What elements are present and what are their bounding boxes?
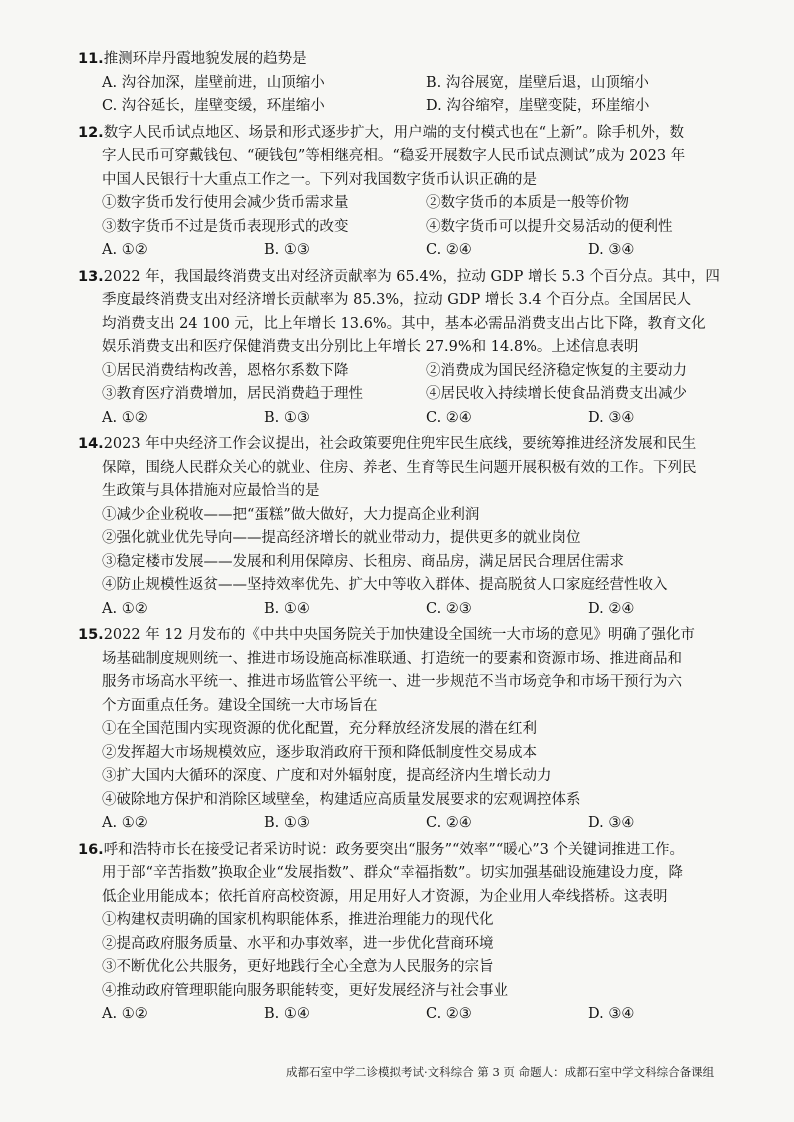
answer-choice: D. 沟谷缩窄，崖壁变陡，环崖缩小 <box>426 98 650 114</box>
statement: ④破除地方保护和消除区域壁垒，构建适应高质量发展要求的宏观调控体系 <box>102 791 581 808</box>
statement: ④推动政府管理职能向服务职能转变，更好发展经济与社会事业 <box>102 982 508 999</box>
question-stem-line: 字人民币可穿戴钱包、“硬钱包”等相继亮相。“稳妥开展数字人民币试点测试”成为 2023 年 <box>102 148 686 164</box>
statement: ①数字货币发行使用会减少货币需求量 <box>102 195 349 211</box>
answer-choice: B. ①③ <box>264 409 310 426</box>
statement-row <box>78 360 750 384</box>
question-stem-line: 服务市场高水平统一、推进市场监管公平统一、进一步规范不当市场竞争和市场干预行为六 <box>102 674 682 690</box>
answer-choice: A. ①② <box>102 1006 148 1022</box>
choice-row <box>78 72 750 96</box>
statement: ①在全国范围内实现资源的优化配置，充分释放经济发展的潜在红利 <box>102 721 537 737</box>
statement: ④数字货币可以提升交易活动的便利性 <box>426 218 673 235</box>
answer-choice: B. ①④ <box>264 1006 310 1022</box>
answer-choice: C. ②④ <box>426 815 472 831</box>
statement: ③扩大国内大循环的深度、广度和对外辐射度，提高经济内生增长动力 <box>102 768 552 784</box>
answer-choice: A. ①② <box>102 600 148 617</box>
question-stem-line: 低企业用能成本；依托首府高校资源，用足用好人才资源，为企业用人牵线搭桥。这表明 <box>102 888 668 905</box>
answer-choice: D. ②④ <box>588 600 635 617</box>
answer-choice: D. ③④ <box>588 1006 635 1022</box>
answer-choice: B. 沟谷展宽，崖壁后退，山顶缩小 <box>426 74 649 91</box>
question-stem-line <box>78 48 750 72</box>
question-block <box>78 433 750 621</box>
answer-choice: A. ①② <box>102 242 148 258</box>
question-stem-line: 用于部“辛苦指数”换取企业“发展指数”、群众“幸福指数”。切实加强基础设施建设力度，降 <box>102 865 683 881</box>
answer-choice: C. ②③ <box>426 1006 472 1022</box>
question-stem-text: 数字人民币试点地区、场景和形式逐步扩大，用户端的支付模式也在“上新”。除手机外，数 <box>103 124 685 141</box>
statement: ③数字货币不过是货币表现形式的改变 <box>102 218 349 235</box>
statement: ②提高政府服务质量、水平和办事效率，进一步优化营商环境 <box>102 935 494 952</box>
statement-row <box>78 192 750 216</box>
question-stem-line: 个方面重点任务。建设全国统一大市场旨在 <box>102 697 378 714</box>
answer-choice: A. ①② <box>102 815 148 831</box>
choice-row <box>78 407 750 431</box>
statement: ③教育医疗消费增加，居民消费趋于理性 <box>102 386 363 402</box>
page-footer: 成都石室中学二诊模拟考试·文科综合 第 3 页 命题人：成都石室中学文科综合备课组 <box>286 1065 715 1079</box>
question-block <box>78 839 750 1027</box>
statement: ②消费成为国民经济稳定恢复的主要动力 <box>426 362 687 379</box>
statement: ②发挥超大市场规模效应，逐步取消政府干预和降低制度性交易成本 <box>102 744 537 761</box>
question-stem-text: 2022 年，我国最终消费支出对经济贡献率为 65.4%，拉动 GDP 增长 5.3 个百分点。其中，四 <box>103 268 720 285</box>
choice-row <box>78 1003 750 1027</box>
question-stem-text: 2022 年 12 月发布的《中共中央国务院关于加快建设全国统一大市场的意见》明确了强化市 <box>103 627 695 643</box>
question-number: 16. <box>78 841 104 858</box>
question-stem-line: 娱乐消费支出和医疗保健消费支出分别比上年增长 27.9%和 14.8%。上述信息表明 <box>102 339 639 355</box>
answer-choice: A. ①② <box>102 409 148 426</box>
choice-row <box>78 812 750 836</box>
question-number: 13. <box>78 268 104 285</box>
statement: ③稳定楼市发展——发展和利用保障房、长租房、商品房，满足居民合理居住需求 <box>102 553 624 570</box>
question-number: 14. <box>78 436 104 452</box>
choice-row <box>78 95 750 119</box>
question-stem-line <box>78 266 750 290</box>
question-stem-text: 推测环岸丹霞地貌发展的趋势是 <box>103 51 307 67</box>
question-stem-line <box>78 839 750 863</box>
question-stem-line <box>78 122 750 146</box>
answer-choice: C. ②③ <box>426 600 472 617</box>
answer-choice: D. ③④ <box>588 815 635 831</box>
question-block <box>78 624 750 836</box>
statement: ②数字货币的本质是一般等价物 <box>426 195 629 211</box>
answer-choice: D. ③④ <box>588 409 635 426</box>
statement: ①构建权责明确的国家机构职能体系，推进治理能力的现代化 <box>102 912 494 928</box>
choice-row <box>78 598 750 622</box>
answer-choice: B. ①④ <box>264 600 310 617</box>
question-stem-line: 中国人民银行十大重点工作之一。下列对我国数字货币认识正确的是 <box>102 171 537 188</box>
statement: ④防止规模性返贫——坚持效率优先、扩大中等收入群体、提高脱贫人口家庭经营性收入 <box>102 577 668 593</box>
question-block <box>78 266 750 431</box>
question-stem-line: 场基础制度规则统一、推进市场设施高标准联通、打造统一的要素和资源市场、推进商品和 <box>102 650 682 667</box>
answer-choice: C. 沟谷延长，崖壁变缓，环崖缩小 <box>102 98 325 114</box>
question-stem-line: 季度最终消费支出对经济增长贡献率为 85.3%，拉动 GDP 增长 3.4 个百分点。全国居民人 <box>102 292 692 308</box>
statement: ④居民收入持续增长使食品消费支出减少 <box>426 386 687 402</box>
question-number: 12. <box>78 124 104 141</box>
choice-row <box>78 239 750 263</box>
answer-choice: B. ①③ <box>264 815 310 831</box>
answer-choice: A. 沟谷加深，崖壁前进，山顶缩小 <box>102 74 325 91</box>
question-list <box>78 48 750 1030</box>
question-stem-line <box>78 433 750 457</box>
question-stem-line <box>78 624 750 648</box>
statement-row <box>78 383 750 407</box>
question-stem-line: 生政策与具体措施对应最恰当的是 <box>102 483 320 499</box>
question-stem-text: 2023 年中央经济工作会议提出，社会政策要兜住兜牢民生底线，要统筹推进经济发展和民生 <box>103 436 697 452</box>
statement-row <box>78 216 750 240</box>
statement: ①减少企业税收——把“蛋糕”做大做好，大力提高企业利润 <box>102 506 480 523</box>
question-block <box>78 122 750 263</box>
answer-choice: C. ②④ <box>426 242 472 258</box>
question-number: 11. <box>78 51 104 67</box>
answer-choice: D. ③④ <box>588 242 635 258</box>
question-stem-line: 均消费支出 24 100 元，比上年增长 13.6%。其中，基本必需品消费支出占比下降，教育文化 <box>102 315 706 332</box>
statement: ③不断优化公共服务，更好地践行全心全意为人民服务的宗旨 <box>102 959 494 975</box>
statement: ②强化就业优先导向——提高经济增长的就业带动力，提供更多的就业岗位 <box>102 530 581 546</box>
answer-choice: C. ②④ <box>426 409 472 426</box>
question-block <box>78 48 750 119</box>
question-stem-line: 保障，围绕人民群众关心的就业、住房、养老、生育等民生问题开展积极有效的工作。下列民 <box>102 459 697 476</box>
question-stem-text: 呼和浩特市长在接受记者采访时说：政务要突出“服务”“效率”“暖心”3 个关键词推进工作。 <box>103 841 684 858</box>
question-number: 15. <box>78 627 104 643</box>
answer-choice: B. ①③ <box>264 242 310 258</box>
statement: ①居民消费结构改善，恩格尔系数下降 <box>102 362 349 379</box>
